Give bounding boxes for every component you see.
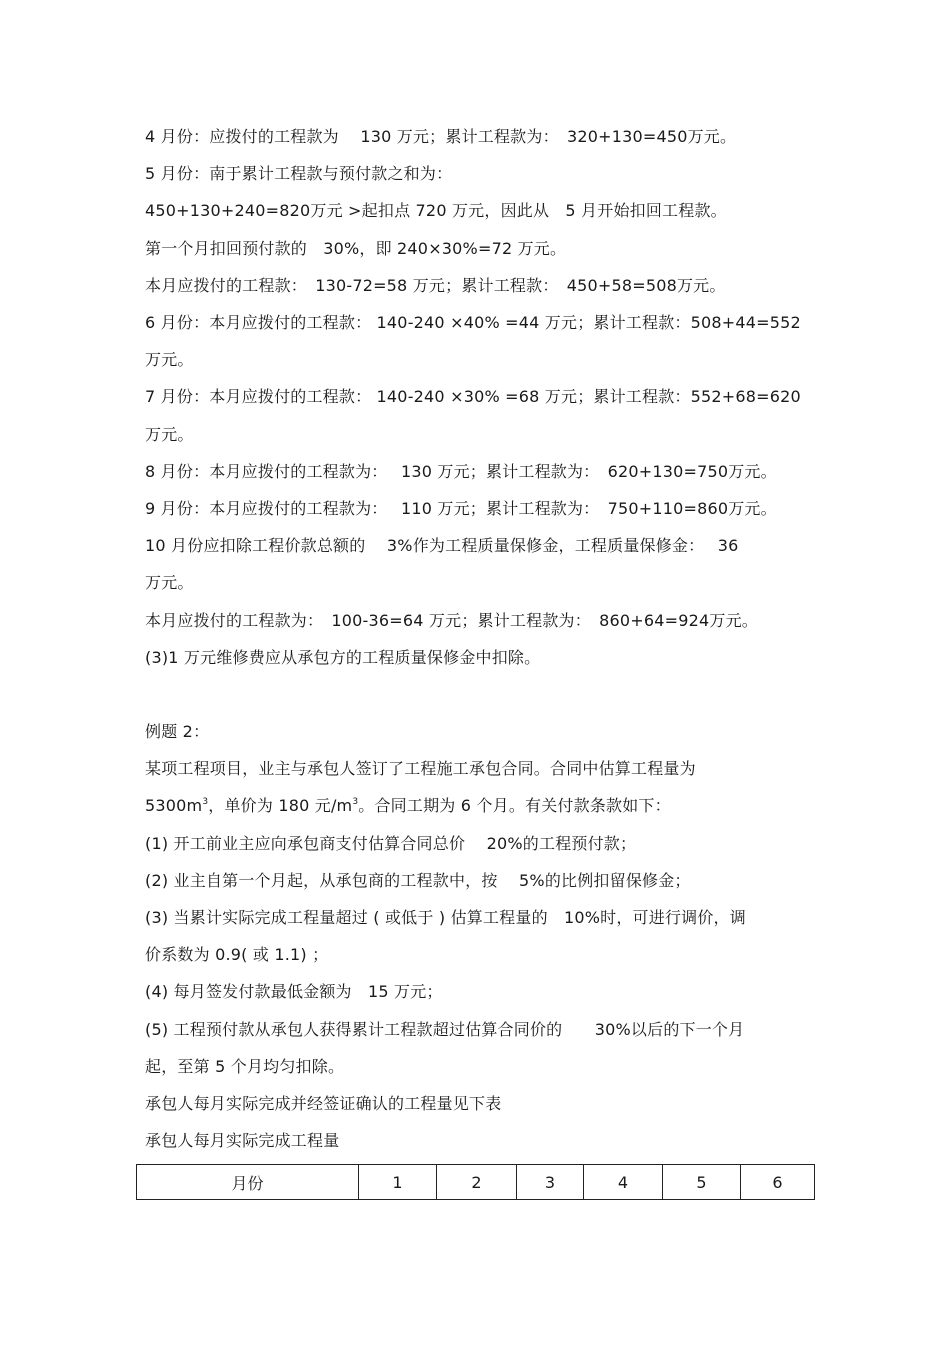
- text-line: 9 月份：本月应拨付的工程款为： 110 万元；累计工程款为： 750+110=860万元。: [145, 499, 777, 519]
- unit-price-text: ，单价为 180 元/m: [208, 796, 353, 816]
- document-body: [145, 118, 817, 1159]
- payment-clause: (2) 业主自第一个月起，从承包商的工程款中，按 5%的比例扣留保修金；: [145, 870, 691, 890]
- example-intro: 某项工程项目，业主与承包人签订了工程施工承包合同。合同中估算工程量为: [145, 759, 696, 779]
- payment-clause: (1) 开工前业主应向承包商支付估算合同总价 20%的工程预付款；: [145, 833, 637, 853]
- table-header-cell: 月份: [137, 1165, 359, 1200]
- table-note: 承包人每月实际完成并经签证确认的工程量见下表: [145, 1094, 502, 1114]
- text-line: 5 月份：南于累计工程款与预付款之和为：: [145, 164, 453, 184]
- table-cell: 1: [359, 1165, 437, 1200]
- table-cell: 4: [584, 1165, 663, 1200]
- payment-clause: (3) 当累计实际完成工程量超过 ( 或低于 ) 估算工程量的 10%时，可进行调价，调: [145, 908, 746, 928]
- text-line: 450+130+240=820万元 >起扣点 720 万元，因此从 5 月开始扣回工程款。: [145, 201, 727, 221]
- payment-clause: 起，至第 5 个月均匀扣除。: [145, 1056, 345, 1076]
- text-line: 4 月份：应拨付的工程款为 130 万元；累计工程款为： 320+130=450万元。: [145, 127, 737, 146]
- section-gap: [145, 676, 817, 713]
- text-line: 本月应拨付的工程款： 130-72=58 万元；累计工程款： 450+58=508万元。: [145, 275, 726, 295]
- superscript: 3: [352, 797, 359, 808]
- text-line: 本月应拨付的工程款为： 100-36=64 万元；累计工程款为： 860+64=924万元。: [145, 610, 758, 630]
- text-line: 7 月份：本月应拨付的工程款： 140-240 ×30% =68 万元；累计工程款：552+68=620: [145, 387, 801, 407]
- payment-clause: 价系数为 0.9( 或 1.1) ；: [145, 945, 329, 965]
- example-heading: 例题 2：: [145, 722, 210, 742]
- table-cell: 2: [437, 1165, 517, 1200]
- text-line: 万元。: [145, 424, 194, 444]
- text-line: 万元。: [145, 350, 194, 370]
- text-line: (3)1 万元维修费应从承包方的工程质量保修金中扣除。: [145, 647, 541, 667]
- table-cell: 5: [663, 1165, 741, 1200]
- text-line: 6 月份：本月应拨付的工程款： 140-240 ×40% =44 万元；累计工程款：508+44=552: [145, 313, 801, 333]
- payment-clause: (5) 工程预付款从承包人获得累计工程款超过估算合同价的 30%以后的下一个月: [145, 1019, 745, 1039]
- table-cell: 3: [517, 1165, 584, 1200]
- payment-clause: (4) 每月签发付款最低金额为 15 万元；: [145, 982, 443, 1002]
- table-title: 承包人每月实际完成工程量: [145, 1131, 340, 1151]
- text-line: 万元。: [145, 573, 194, 593]
- table-row: [137, 1165, 815, 1200]
- superscript: 3: [202, 797, 209, 808]
- quantity-text: 5300m: [145, 796, 203, 816]
- duration-text: 。合同工期为 6 个月。有关付款条款如下：: [358, 796, 671, 816]
- example-intro-quantities: [145, 787, 817, 824]
- table-cell: 6: [741, 1165, 815, 1200]
- monthly-quantity-table: [136, 1164, 815, 1200]
- text-line: 8 月份：本月应拨付的工程款为： 130 万元；累计工程款为： 620+130=750万元。: [145, 461, 777, 481]
- text-line: 10 月份应扣除工程价款总额的 3%作为工程质量保修金，工程质量保修金： 36: [145, 536, 739, 556]
- text-line: 第一个月扣回预付款的 30%，即 240×30%=72 万元。: [145, 238, 567, 258]
